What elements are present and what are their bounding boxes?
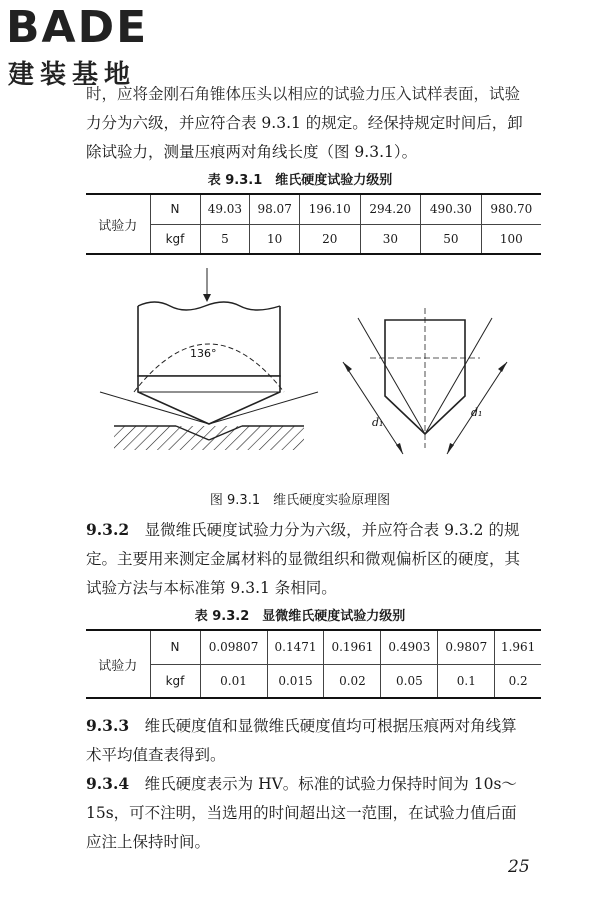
unit-cell: kgf bbox=[150, 664, 200, 698]
row-header: 试验力 bbox=[86, 630, 150, 698]
table-cell: 0.1961 bbox=[324, 630, 381, 664]
table-cell: 980.70 bbox=[481, 194, 541, 224]
clause-line: 定。主要用来测定金属材料的显微组织和微观偏析区的硬度，其 bbox=[86, 550, 521, 568]
impression-top-view bbox=[343, 308, 507, 454]
table-cell: 0.015 bbox=[267, 664, 324, 698]
table-row bbox=[86, 664, 541, 698]
row-header: 试验力 bbox=[86, 194, 150, 254]
table-cell: 49.03 bbox=[200, 194, 250, 224]
unit-cell: kgf bbox=[150, 224, 200, 254]
logo-wordmark: BADE bbox=[6, 2, 149, 53]
clause-9-3-2 bbox=[86, 515, 546, 603]
table-cell: 100 bbox=[481, 224, 541, 254]
table-row bbox=[86, 224, 541, 254]
intro-paragraph bbox=[86, 80, 546, 167]
table-row bbox=[86, 630, 541, 664]
table-9-3-2-caption: 表 9.3.2 显微维氏硬度试验力级别 bbox=[194, 609, 406, 624]
unit-cell: N bbox=[150, 194, 200, 224]
clause-line: 显微维氏硬度试验力分为六级，并应符合表 9.3.2 的规 bbox=[144, 521, 520, 539]
table-9-3-2 bbox=[86, 629, 541, 699]
table-cell: 5 bbox=[200, 224, 250, 254]
table-row bbox=[86, 194, 541, 224]
table-9-3-1-caption: 表 9.3.1 维氏硬度试验力级别 bbox=[207, 173, 393, 188]
table-cell: 50 bbox=[421, 224, 482, 254]
intro-line: 除试验力，测量压痕两对角线长度（图 9.3.1）。 bbox=[86, 143, 418, 161]
clause-number: 9.3.2 bbox=[86, 520, 130, 539]
logo bbox=[6, 2, 176, 92]
indenter-side-view bbox=[100, 268, 318, 450]
unit-cell: N bbox=[150, 630, 200, 664]
table-cell: 1.961 bbox=[495, 630, 541, 664]
angle-label: 136° bbox=[190, 347, 217, 360]
intro-line: 力分为六级，并应符合表 9.3.1 的规定。经保持规定时间后，卸 bbox=[86, 114, 523, 132]
table-cell: 0.02 bbox=[324, 664, 381, 698]
table-cell: 10 bbox=[250, 224, 300, 254]
table-cell: 0.1 bbox=[438, 664, 495, 698]
intro-line: 时，应将金刚石角锥体压头以相应的试验力压入试样表面，试验 bbox=[86, 85, 521, 103]
table-cell: 0.2 bbox=[495, 664, 541, 698]
table-cell: 294.20 bbox=[360, 194, 421, 224]
clause-line: 维氏硬度表示为 HV。标准的试验力保持时间为 10s～ bbox=[144, 775, 517, 793]
d2-label: d₁ bbox=[471, 406, 483, 419]
table-cell: 0.1471 bbox=[267, 630, 324, 664]
figure-caption: 图 9.3.1 维氏硬度实验原理图 bbox=[209, 493, 391, 508]
d1-label: d₁ bbox=[372, 416, 384, 429]
logo-subtitle: 建装基地 bbox=[8, 60, 137, 90]
table-cell: 98.07 bbox=[250, 194, 300, 224]
clause-number: 9.3.4 bbox=[86, 774, 130, 793]
table-cell: 0.05 bbox=[381, 664, 438, 698]
table-9-3-1 bbox=[86, 193, 541, 255]
clause-line: 15s，可不注明，当选用的时间超出这一范围，在试验力值后面 bbox=[86, 804, 517, 822]
clause-number: 9.3.3 bbox=[86, 716, 130, 735]
page-number: 25 bbox=[508, 857, 530, 877]
table-cell: 490.30 bbox=[421, 194, 482, 224]
table-cell: 0.09807 bbox=[200, 630, 267, 664]
table-cell: 20 bbox=[300, 224, 361, 254]
clause-line: 应注上保持时间。 bbox=[86, 833, 211, 851]
clause-9-3-3 bbox=[86, 711, 546, 770]
table-cell: 0.01 bbox=[200, 664, 267, 698]
table-cell: 30 bbox=[360, 224, 421, 254]
table-cell: 196.10 bbox=[300, 194, 361, 224]
clause-9-3-4 bbox=[86, 769, 546, 857]
clause-line: 维氏硬度值和显微维氏硬度值均可根据压痕两对角线算 bbox=[144, 717, 517, 735]
table-cell: 0.4903 bbox=[381, 630, 438, 664]
vickers-principle-figure bbox=[90, 268, 530, 478]
table-cell: 0.9807 bbox=[438, 630, 495, 664]
clause-line: 术平均值查表得到。 bbox=[86, 746, 226, 764]
clause-line: 试验方法与本标准第 9.3.1 条相同。 bbox=[86, 579, 337, 597]
